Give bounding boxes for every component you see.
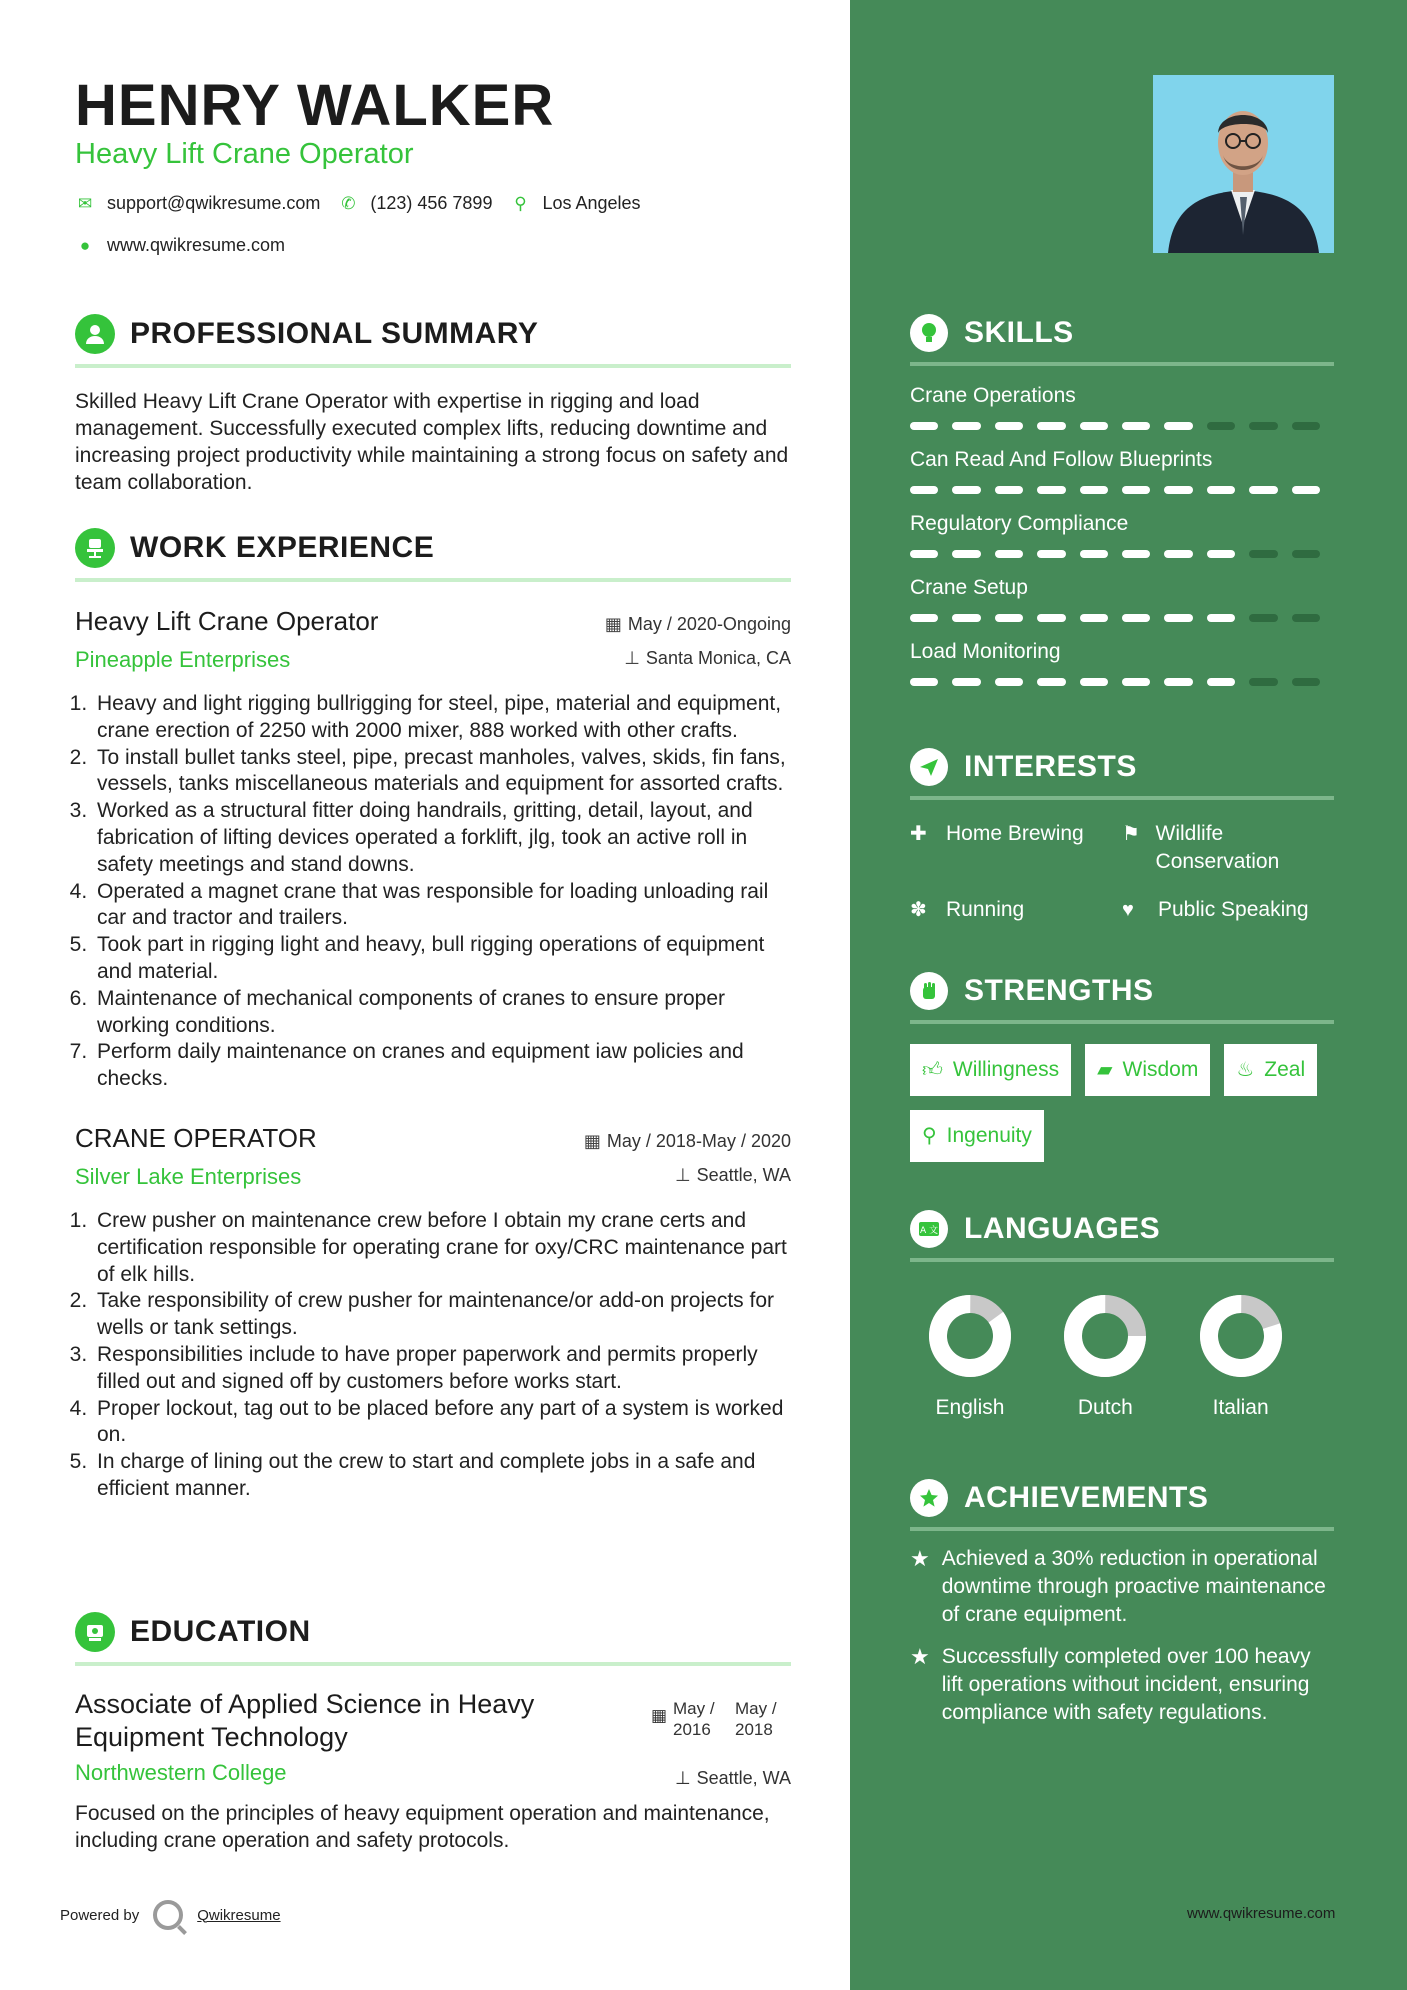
footer-website[interactable]: www.qwikresume.com: [1187, 1905, 1336, 1922]
list-item: 4. Proper lockout, tag out to be placed before any part of a system is worked on.: [93, 1396, 791, 1450]
skill-rating-segment: [1249, 614, 1277, 622]
interests-section: [910, 746, 1334, 924]
interest-label: Wildlife Conservation: [1155, 822, 1280, 873]
job-location-text: Santa Monica, CA: [645, 648, 791, 668]
skill-rating-segment: [1249, 422, 1277, 430]
skill-rating-segment: [995, 422, 1023, 430]
job-location: [675, 1165, 791, 1186]
language-proficiency-ring: [1063, 1294, 1147, 1378]
lightbulb-icon: [910, 314, 948, 352]
office-chair-icon: [75, 528, 115, 568]
skill-rating-segment: [995, 486, 1023, 494]
skill-rating-segment: [1207, 486, 1235, 494]
skill-name: Crane Operations: [910, 384, 1076, 407]
skills-heading: SKILLS: [964, 316, 1074, 349]
list-item: 1. Heavy and light rigging bullrigging for steel, pipe, material and equipment, crane erection of 2250 with 2000 mixer, 888 worked with other crafts.: [93, 691, 791, 745]
skill-rating-segment: [1080, 422, 1108, 430]
strength-tag: [910, 1110, 1044, 1162]
svg-text:A 文: A 文: [919, 1226, 939, 1236]
star-icon: ★: [910, 1644, 930, 1669]
interest-label: Public Speaking: [1158, 898, 1309, 921]
job-entry: [75, 606, 791, 1093]
languages-heading: LANGUAGES: [964, 1212, 1161, 1245]
skill-name: Crane Setup: [910, 576, 1028, 599]
contact-row-2: [75, 235, 303, 256]
end-year: 2018: [735, 1720, 773, 1739]
globe-icon: ●: [79, 235, 91, 255]
summary-heading: PROFESSIONAL SUMMARY: [130, 317, 539, 350]
skill-rating-segment: [1292, 678, 1320, 686]
start-year: 2016: [673, 1720, 711, 1739]
book-icon: ▰: [1097, 1059, 1113, 1081]
skill-rating: [910, 422, 1334, 430]
language-proficiency-ring: [1199, 1294, 1283, 1378]
list-item: 5. In charge of lining out the crew to start and complete jobs in a safe and efficient manner.: [93, 1449, 791, 1503]
skills-list: [910, 384, 1334, 686]
skill-rating: [910, 614, 1334, 622]
section-divider: [910, 362, 1334, 366]
skill-item: [910, 448, 1334, 494]
list-item: 4. Operated a magnet crane that was responsible for loading unloading rail car and tractor and trailers.: [93, 879, 791, 933]
strength-label: Willingness: [952, 1058, 1060, 1081]
job-responsibilities: [75, 691, 791, 1093]
skill-name: Can Read And Follow Blueprints: [910, 448, 1213, 471]
list-item: 3. Worked as a structural fitter doing handrails, gritting, detail, layout, and fabrication of lifting devices operated a forklift, jlg, took an active roll in safety meetings and stand downs.: [93, 798, 791, 878]
skill-rating-segment: [1122, 550, 1150, 558]
skill-item: [910, 512, 1334, 558]
job-date: [584, 1131, 791, 1152]
skill-name: Regulatory Compliance: [910, 512, 1129, 535]
skill-rating-segment: [1037, 678, 1065, 686]
skill-rating-segment: [952, 614, 980, 622]
skill-rating-segment: [995, 614, 1023, 622]
achievements-heading: ACHIEVEMENTS: [964, 1481, 1209, 1514]
job-responsibilities: [75, 1208, 791, 1503]
job-date-text: May / 2018-May / 2020: [606, 1130, 791, 1151]
skill-rating: [910, 550, 1334, 558]
language-name: Dutch: [1077, 1396, 1133, 1419]
paper-plane-icon: [910, 748, 948, 786]
strength-tag: [1224, 1044, 1317, 1096]
skill-rating-segment: [995, 550, 1023, 558]
skill-rating-segment: [1207, 550, 1235, 558]
language-item: [1063, 1294, 1198, 1420]
language-item: [1199, 1294, 1334, 1420]
list-item: 7. Perform daily maintenance on cranes and equipment iaw policies and checks.: [93, 1039, 791, 1093]
skill-rating-segment: [1080, 486, 1108, 494]
calendar-icon: ▦: [604, 614, 622, 634]
achievements-list: [910, 1545, 1334, 1727]
end-month: May /: [735, 1699, 777, 1718]
skill-rating-segment: [1037, 486, 1065, 494]
achievement-item: [910, 1643, 1334, 1727]
skill-rating-segment: [1037, 550, 1065, 558]
experience-section: [75, 526, 791, 1503]
skill-item: [910, 384, 1334, 430]
skill-rating-segment: [952, 486, 980, 494]
skill-rating-segment: [1292, 422, 1320, 430]
hand-icon: [910, 972, 948, 1010]
skill-rating-segment: [1249, 550, 1277, 558]
skill-rating-segment: [1164, 550, 1192, 558]
section-divider: [910, 1258, 1334, 1262]
skill-rating-segment: [1080, 550, 1108, 558]
interest-item: [910, 896, 1122, 924]
skill-rating-segment: [995, 678, 1023, 686]
map-marker-icon: ⚲: [514, 193, 527, 213]
skill-rating-segment: [1164, 614, 1192, 622]
list-item: 5. Took part in rigging light and heavy, bull rigging operations of equipment and material.: [93, 932, 791, 986]
section-divider: [75, 578, 791, 582]
skill-rating-segment: [1292, 486, 1320, 494]
user-icon: [75, 314, 115, 354]
calendar-icon: ▦: [583, 1130, 601, 1151]
interest-item: [1122, 820, 1334, 876]
calendar-icon: ▦: [650, 1706, 667, 1725]
skill-rating-segment: [910, 422, 938, 430]
email-text[interactable]: support@qwikresume.com: [107, 193, 321, 213]
candidate-name: HENRY WALKER: [75, 73, 555, 138]
list-item: 2. To install bullet tanks steel, pipe, precast manholes, valves, skids, fin fans, vessels, tanks miscellaneous materials and equipment for assorted crafts.: [93, 745, 791, 799]
achievement-item: [910, 1545, 1334, 1629]
interest-label: Running: [946, 898, 1025, 921]
skill-rating-segment: [1080, 678, 1108, 686]
summary-section: [75, 312, 791, 496]
flag-icon: ⚑: [1122, 823, 1140, 845]
interests-list: [910, 820, 1334, 924]
lightbulb-icon: ⚲: [922, 1125, 937, 1147]
strength-label: Ingenuity: [946, 1124, 1032, 1147]
education-entry: [75, 1688, 791, 1854]
paw-icon: ✽: [910, 899, 927, 921]
list-item: 6. Maintenance of mechanical components of cranes to ensure proper working conditions.: [93, 986, 791, 1040]
job-location: [624, 648, 791, 669]
interest-label: Home Brewing: [946, 822, 1084, 845]
fire-icon: ♨: [1236, 1059, 1255, 1081]
school-name: Northwestern College: [75, 1760, 287, 1785]
skill-rating-segment: [1207, 422, 1235, 430]
job-title: CRANE OPERATOR: [75, 1122, 317, 1153]
qwikresume-logo-icon: [153, 1900, 183, 1930]
achievements-section: [910, 1477, 1334, 1727]
strength-label: Zeal: [1264, 1058, 1306, 1081]
skill-rating-segment: [1164, 422, 1192, 430]
skill-rating-segment: [1122, 614, 1150, 622]
strength-tag: [910, 1044, 1071, 1096]
experience-heading: WORK EXPERIENCE: [130, 531, 435, 564]
skill-rating-segment: [910, 486, 938, 494]
website-text[interactable]: www.qwikresume.com: [107, 235, 286, 255]
brand-link[interactable]: Qwikresume: [197, 1906, 281, 1924]
job-title: Heavy Lift Crane Operator: [75, 606, 379, 636]
interest-item: [910, 820, 1122, 876]
skill-rating-segment: [910, 550, 938, 558]
languages-section: [910, 1208, 1334, 1420]
degree-title: Associate of Applied Science in Heavy Equipment Technology: [75, 1689, 535, 1752]
skill-rating-segment: [952, 422, 980, 430]
job-location-text: Seattle, WA: [696, 1164, 791, 1185]
strengths-list: [910, 1044, 1334, 1176]
skill-rating-segment: [1249, 486, 1277, 494]
location-text: Los Angeles: [542, 193, 641, 213]
language-name: English: [935, 1396, 1005, 1419]
section-divider: [910, 796, 1334, 800]
list-item: 1. Crew pusher on maintenance crew before I obtain my crane certs and certification responsible for operating crane for oxy/CRC maintenance part of elk hills.: [93, 1208, 791, 1288]
strengths-heading: STRENGTHS: [964, 974, 1154, 1007]
skill-rating: [910, 486, 1334, 494]
pin-icon: ⊥: [674, 1164, 691, 1185]
skill-rating-segment: [1164, 678, 1192, 686]
skill-rating-segment: [1207, 678, 1235, 686]
strength-label: Wisdom: [1122, 1058, 1199, 1081]
skill-rating-segment: [1164, 486, 1192, 494]
interest-item: [1122, 896, 1334, 924]
job-date: [605, 614, 791, 635]
star-icon: [910, 1479, 948, 1517]
skill-rating-segment: [1037, 422, 1065, 430]
summary-text: Skilled Heavy Lift Crane Operator with expertise in rigging and load management. Successfully executed complex lifts, reducing downtime and increasing project productivity while maintaining a strong focus on safety and team collaboration.: [75, 390, 789, 494]
education-location: [675, 1768, 791, 1789]
section-divider: [75, 1662, 791, 1666]
skill-rating-segment: [910, 678, 938, 686]
envelope-icon: ✉: [77, 193, 93, 213]
section-divider: [75, 364, 791, 368]
phone-text: (123) 456 7899: [370, 193, 493, 213]
graduation-icon: [75, 1612, 115, 1652]
puzzle-icon: ✚: [910, 823, 927, 845]
strength-tag: [1085, 1044, 1210, 1096]
skill-rating-segment: [952, 678, 980, 686]
skill-rating-segment: [1292, 550, 1320, 558]
language-item: [928, 1294, 1063, 1420]
candidate-title: Heavy Lift Crane Operator: [75, 138, 414, 170]
start-month: May /: [673, 1699, 715, 1718]
skill-rating-segment: [1080, 614, 1108, 622]
star-icon: ★: [910, 1546, 930, 1571]
skill-name: Load Monitoring: [910, 640, 1061, 663]
job-entry: [75, 1123, 791, 1503]
heartbeat-icon: ♥: [1122, 899, 1134, 921]
skill-rating-segment: [1037, 614, 1065, 622]
language-proficiency-ring: [928, 1294, 1012, 1378]
list-item: 3. Responsibilities include to have proper paperwork and permits properly filled out and signed off by customers before works start.: [93, 1342, 791, 1396]
skill-item: [910, 576, 1334, 622]
skill-rating-segment: [910, 614, 938, 622]
contact-row: [75, 193, 659, 214]
achievement-text: Achieved a 30% reduction in operational downtime through proactive maintenance of crane equipment.: [941, 1547, 1326, 1626]
education-heading: EDUCATION: [130, 1615, 311, 1648]
skill-rating-segment: [1122, 486, 1150, 494]
skill-rating-segment: [952, 550, 980, 558]
education-location-text: Seattle, WA: [696, 1768, 791, 1788]
skill-rating-segment: [1122, 678, 1150, 686]
ring-fill: [928, 1294, 1012, 1378]
list-item: 2. Take responsibility of crew pusher for maintenance/or add-on projects for wells or tank settings.: [93, 1288, 791, 1342]
pin-icon: ⊥: [674, 1768, 691, 1788]
interests-heading: INTERESTS: [964, 750, 1137, 783]
education-description: Focused on the principles of heavy equipment operation and maintenance, including crane operation and safety protocols.: [75, 1802, 770, 1852]
language-name: Italian: [1212, 1396, 1269, 1419]
job-date-text: May / 2020-Ongoing: [627, 614, 791, 634]
skills-section: [910, 312, 1334, 686]
skill-item: [910, 640, 1334, 686]
job-company: Pineapple Enterprises: [75, 647, 291, 672]
skill-rating-segment: [1207, 614, 1235, 622]
skill-rating-segment: [1249, 678, 1277, 686]
profile-photo: [1153, 75, 1334, 253]
strengths-section: [910, 970, 1334, 1176]
language-icon: [910, 1210, 948, 1248]
languages-list: [910, 1294, 1334, 1420]
thumbs-up-icon: 👍︎: [922, 1059, 943, 1081]
skill-rating-segment: [1292, 614, 1320, 622]
education-dates: [651, 1698, 791, 1740]
job-company: Silver Lake Enterprises: [75, 1163, 302, 1189]
section-divider: [910, 1020, 1334, 1024]
footer-powered-by: [60, 1900, 281, 1930]
skill-rating-segment: [1122, 422, 1150, 430]
phone-icon: ✆: [341, 193, 356, 213]
section-divider: [910, 1527, 1334, 1531]
achievement-text: Successfully completed over 100 heavy lift operations without incident, ensuring compliance with safety regulations.: [941, 1645, 1311, 1724]
education-section: [75, 1610, 791, 1854]
skill-rating: [910, 678, 1334, 686]
powered-by-text: Powered by: [60, 1906, 140, 1924]
pin-icon: ⊥: [624, 648, 640, 668]
